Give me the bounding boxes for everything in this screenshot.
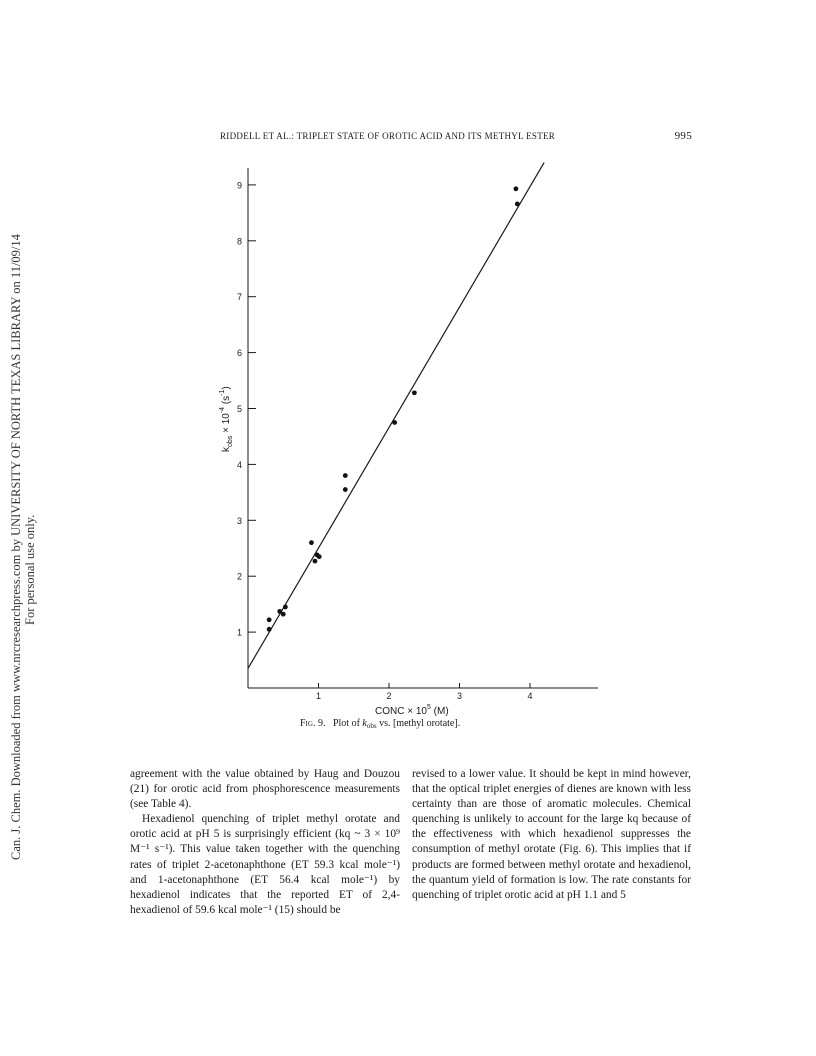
page-number: 995 [674, 130, 692, 142]
data-point [313, 559, 318, 564]
paragraph: agreement with the value obtained by Haug and Douzou (21) for orotic acid from phosphorescence measurements (see Table 4). [130, 768, 400, 811]
watermark-line-2: For personal use only. [23, 514, 37, 625]
y-tick-label: 6 [236, 348, 242, 359]
data-point [515, 202, 520, 207]
x-axis-label: CONC × $10^5$ (M) [375, 704, 449, 716]
x-tick-label: 2 [386, 691, 392, 701]
data-point [309, 540, 314, 545]
data-point [283, 605, 288, 610]
data-point [267, 617, 272, 622]
y-tick-label: 3 [236, 515, 242, 526]
paragraph: Hexadienol quenching of triplet methyl orotate and orotic acid at pH 5 is surprisingly efficient (kq ~ 3 × 10⁹ M⁻¹ s⁻¹). This value taken together with the quenching rates of triplet 2-acetonaphthone (ET 59.3 kcal mole⁻¹) and 1-acetonaphthone (ET 56.4 kcal mole⁻¹) by hexadienol indicates that the reported ET of 2,4-hexadienol of 59.6 kcal mole⁻¹ (15) should be [130, 813, 400, 916]
data-point [412, 390, 417, 395]
figure-label: Fig. 9. [300, 718, 326, 729]
caption-sub: obs [366, 722, 377, 730]
data-point [343, 487, 348, 492]
fit-line-group [248, 163, 544, 669]
x-tick-label: 4 [527, 691, 533, 701]
body-right-column [412, 767, 691, 903]
data-point [281, 612, 286, 617]
data-points [267, 186, 520, 631]
caption-k: k [362, 718, 367, 729]
data-point [392, 420, 397, 425]
data-point [514, 186, 519, 191]
watermark-line-1: Can. J. Chem. Downloaded from www.nrcresearchpress.com by UNIVERSITY OF NORTH TEXAS LIBRARY on 11/09/14 [9, 234, 23, 860]
x-tick-label: 3 [456, 691, 463, 701]
y-tick-label: 4 [236, 459, 242, 470]
y-tick-label: 1 [236, 627, 242, 638]
y-tick-label: 5 [236, 404, 242, 414]
y-tick-label: 7 [236, 292, 242, 303]
y-tick-label: 9 [236, 180, 242, 191]
data-point [317, 554, 322, 559]
figure-caption [300, 718, 460, 730]
chart-axes [248, 168, 598, 688]
running-title: RIDDELL ET AL.: TRIPLET STATE OF OROTIC ACID AND ITS METHYL ESTER [220, 131, 556, 141]
y-tick-label: 8 [236, 236, 242, 247]
x-tick-label: 1 [315, 691, 322, 701]
fit-line [248, 163, 544, 669]
caption-post: vs. [methyl orotate]. [376, 718, 461, 729]
body-left-column [130, 767, 400, 918]
caption-pre: Plot of [332, 718, 363, 729]
y-axis-label: $k_{obs} \times 10^{-4}$ $(s^{-1})$ [219, 386, 234, 452]
paragraph: revised to a lower value. It should be kept in mind however, that the optical triplet energies of dienes are known with less certainty than are those of aromatic molecules. Chemical quenching is unlikely to account for the large kq because of the effectiveness with which hexadienol suppresses the consumption of methyl orotate (Fig. 6). This implies that if products are formed between methyl orotate and hexadienol, the quantum yield of formation is low. The rate constants for quenching of triplet orotic acid at pH 1.1 and 5 [412, 768, 691, 901]
y-tick-label: 2 [236, 571, 242, 582]
data-point [267, 627, 272, 632]
data-point [343, 473, 348, 478]
